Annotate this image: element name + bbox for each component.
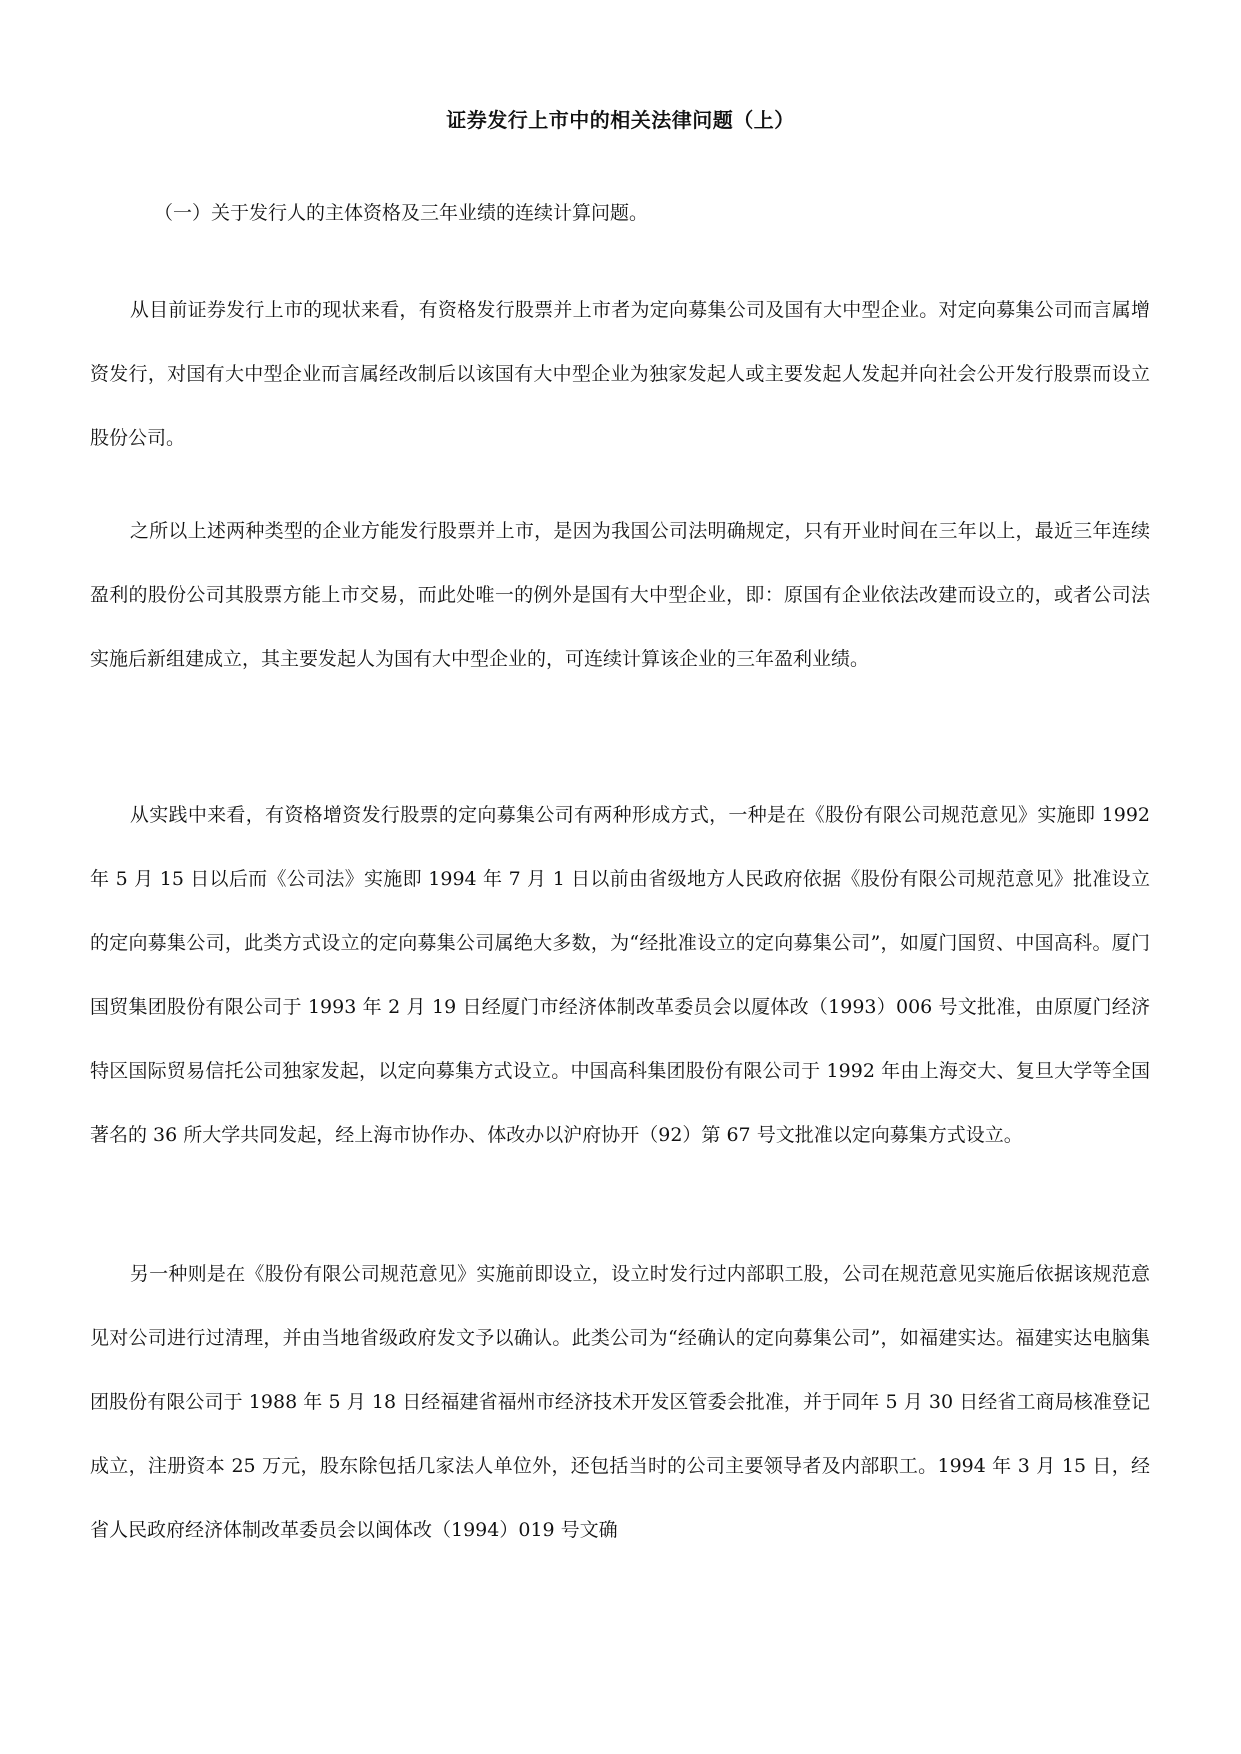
paragraph-2: 之所以上述两种类型的企业方能发行股票并上市，是因为我国公司法明确规定，只有开业时间在三年以上，最近三年连续盈利的股份公司其股票方能上市交易，而此处唯一的例外是国有大中型企业，即：原国有企业依法改建而设立的，或者公司法实施后新组建成立，其主要发起人为国有大中型企业的，可连续计算该企业的三年盈利业绩。 [90,520,1150,670]
document-title: 证券发行上市中的相关法律问题（上） [446,108,795,132]
paragraph-4: 另一种则是在《股份有限公司规范意见》实施前即设立，设立时发行过内部职工股，公司在规范意见实施后依据该规范意见对公司进行过清理，并由当地省级政府发文予以确认。此类公司为“经确认的定向募集公司”，如福建实达。福建实达电脑集团股份有限公司于 1988 年 5 月 18 日经福建省福州市经济技术开发区管委会批准，并于同年 5 月 30 日经省工商局核准登记成立，注册资本 25 万元，股东除包括几家法人单位外，还包括当时的公司主要领导者及内部职工。1994 年 3 月 15 日，经省人民政府经济体制改革委员会以闽体改（1994）019 号文确 [90,1263,1150,1541]
paragraph-3: 从实践中来看，有资格增资发行股票的定向募集公司有两种形成方式，一种是在《股份有限公司规范意见》实施即 1992 年 5 月 15 日以后而《公司法》实施即 1994 年 7 月 1 日以前由省级地方人民政府依据《股份有限公司规范意见》批准设立的定向募集公司，此类方式设立的定向募集公司属绝大多数，为“经批准设立的定向募集公司”，如厦门国贸、中国高科。厦门国贸集团股份有限公司于 1993 年 2 月 19 日经厦门市经济体制改革委员会以厦体改（1993）006 号文批准，由原厦门经济特区国际贸易信托公司独家发起，以定向募集方式设立。中国高科集团股份有限公司于 1992 年由上海交大、复旦大学等全国著名的 36 所大学共同发起，经上海市协作办、体改办以沪府协开（92）第 67 号文批准以定向募集方式设立。 [90,804,1150,1146]
section-heading: （一）关于发行人的主体资格及三年业绩的连续计算问题。 [154,202,649,224]
paragraph-1: 从目前证券发行上市的现状来看，有资格发行股票并上市者为定向募集公司及国有大中型企业。对定向募集公司而言属增资发行，对国有大中型企业而言属经改制后以该国有大中型企业为独家发起人或主要发起人发起并向社会公开发行股票而设立股份公司。 [90,299,1150,449]
